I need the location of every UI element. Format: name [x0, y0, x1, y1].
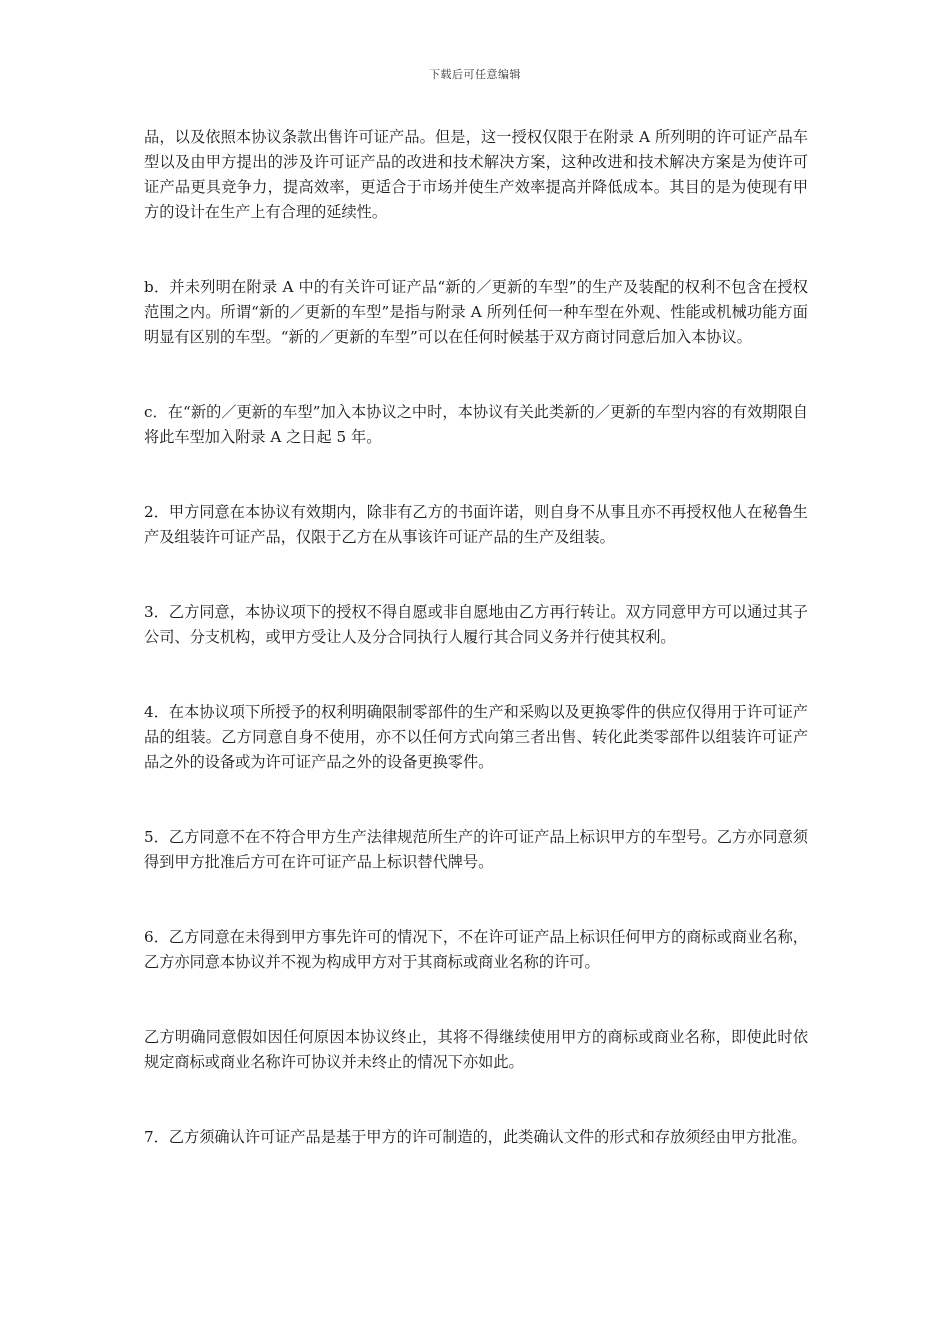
document-body — [144, 125, 808, 1150]
paragraph-6-trademark: 6．乙方同意在未得到甲方事先许可的情况下，不在许可证产品上标识任何甲方的商标或商业名称，乙方亦同意本协议并不视为构成甲方对于其商标或商业名称的许可。 — [144, 928, 808, 971]
paragraph-grant-scope: 品，以及依照本协议条款出售许可证产品。但是，这一授权仅限于在附录 A 所列明的许可证产品车型以及由甲方提出的涉及许可证产品的改进和技术解决方案，这种改进和技术解决方案是为使许可证产品更具竞争力，提高效率，更适合于市场并使生产效率提高并降低成本。其目的是为使现有甲方的设计在生产上有合理的延续性。 — [144, 128, 808, 221]
paragraph-c-validity: c．在“新的／更新的车型”加入本协议之中时，本协议有关此类新的／更新的车型内容的有效期限自将此车型加入附录 A 之日起 5 年。 — [144, 403, 808, 446]
paragraph-termination-trademark: 乙方明确同意假如因任何原因本协议终止，其将不得继续使用甲方的商标或商业名称，即使此时依规定商标或商业名称许可协议并未终止的情况下亦如此。 — [144, 1028, 808, 1071]
paragraph-3-transfer: 3．乙方同意，本协议项下的授权不得自愿或非自愿地由乙方再行转让。双方同意甲方可以通过其子公司、分支机构，或甲方受让人及分合同执行人履行其合同义务并行使其权利。 — [144, 603, 808, 646]
page-header-note: 下载后可任意编辑 — [429, 68, 521, 81]
paragraph-5-model-marking: 5．乙方同意不在不符合甲方生产法律规范所生产的许可证产品上标识甲方的车型号。乙方亦同意须得到甲方批准后方可在许可证产品上标识替代牌号。 — [144, 828, 808, 871]
paragraph-b-new-models: b．并未列明在附录 A 中的有关许可证产品“新的／更新的车型”的生产及装配的权利不包含在授权范围之内。所谓“新的／更新的车型”是指与附录 A 所列任何一种车型在外观、性能或机械功能方面明显有区别的车型。“新的／更新的车型”可以在任何时候基于双方商讨同意后加入本协议。 — [144, 278, 808, 346]
paragraph-4-parts-restriction: 4．在本协议项下所授予的权利明确限制零部件的生产和采购以及更换零件的供应仅得用于许可证产品的组装。乙方同意自身不使用，亦不以任何方式向第三者出售、转化此类零部件以组装许可证产品之外的设备或为许可证产品之外的设备更换零件。 — [144, 703, 808, 771]
paragraph-2-exclusivity: 2．甲方同意在本协议有效期内，除非有乙方的书面许诺，则自身不从事且亦不再授权他人在秘鲁生产及组装许可证产品，仅限于乙方在从事该许可证产品的生产及组装。 — [144, 503, 808, 546]
paragraph-7-confirmation: 7．乙方须确认许可证产品是基于甲方的许可制造的，此类确认文件的形式和存放须经由甲方批准。 — [144, 1128, 807, 1146]
